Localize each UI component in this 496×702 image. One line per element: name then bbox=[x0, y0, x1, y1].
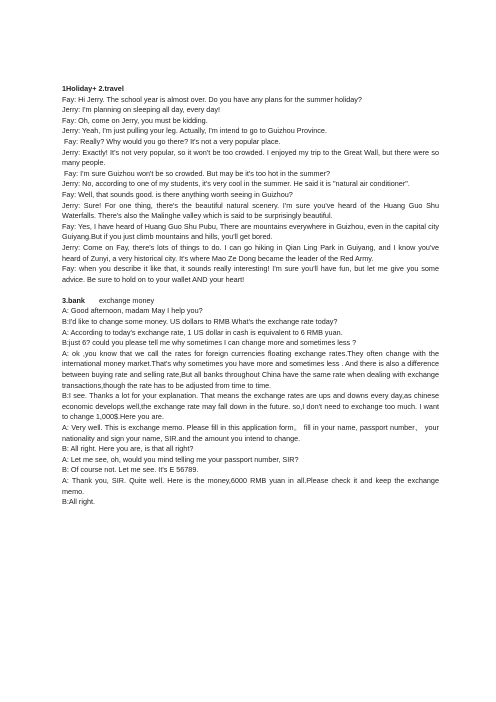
dialogue-line: B:All right. bbox=[62, 497, 96, 507]
dialogue-line: Fay: I'm sure Guizhou won't be so crowded. But may be it's too hot in the summer? bbox=[64, 168, 331, 178]
section-gap bbox=[62, 285, 439, 296]
dialogue-line: Jerry: Sure! For one thing, there's the beautiful natural scenery. I'm sure you've heard of the Huang Guo Shu Waterfalls. There's also the Malinghe valley which is said to be surprisingly beautiful. bbox=[62, 200, 439, 221]
dialogue-line: A: Good afternoon, madam May I help you? bbox=[62, 306, 203, 316]
dialogue-line: A: ok ,you know that we call the rates for foreign currencies floating exchange rates.They often change with the international money market.That's why sometimes you have more and sometimes less . And there is also a difference between buying rate and selling rate,But all banks throughout China have the same rate when dealing with exchange transactions,though the rate has to be adjusted from time to time. bbox=[62, 348, 439, 390]
dialogue-line: Fay: Really? Why would you go there? It's not a very popular place. bbox=[64, 136, 281, 146]
dialogue-line: A: Very well. This is exchange memo. Please fill in this application form。 fill in your name, passport number、 your nationality and sign your name, SIR.and the amount you intend to change. bbox=[62, 423, 439, 443]
section-subheading: exchange money bbox=[98, 295, 155, 305]
section-heading-title: 3.bank bbox=[62, 295, 85, 305]
dialogue-line: B:I see. Thanks a lot for your explanation. That means the exchange rates are ups and downs every day,as chinese economic develops well,the exchange rate may fall down in the future. so,I don't need to exchange too much. I want to change 1,000$.Here you are. bbox=[62, 391, 439, 422]
dialogue-line: B:I'd like to change some money. US dollars to RMB What's the exchange rate today? bbox=[62, 317, 338, 327]
dialogue-line: B: All right. Here you are, is that all right? bbox=[62, 444, 194, 454]
dialogue-line: Fay: when you describe it like that, it sounds really interesting! I'm sure you'll have fun, but let me give you some advice. Be sure to hold on to your wallet AND your heart! bbox=[62, 264, 439, 284]
dialogue-line: Fay: Well, that sounds good. is there anything worth seeing in Guizhou? bbox=[62, 189, 293, 199]
dialogue-line: Fay: Hi Jerry. The school year is almost over. Do you have any plans for the summer holiday? bbox=[62, 94, 362, 104]
section-heading: 1Holiday+ 2.travel bbox=[62, 84, 124, 93]
dialogue-line: Jerry: Come on Fay, there's lots of things to do. I can go hiking in Qian Ling Park in Guiyang, and I know you've heard of Zunyi, a very historical city. It's where Mao Ze Dong became the leader of the Red Army. bbox=[62, 242, 439, 263]
dialogue-line: Fay: Oh, come on Jerry, you must be kidding. bbox=[62, 115, 208, 125]
section-holiday-travel bbox=[62, 84, 439, 285]
dialogue-line: Jerry: Exactly! It's not very popular, so it won't be too crowded. I enjoyed my trip to the Great Wall, but there were so many people. bbox=[62, 147, 439, 168]
dialogue-line: Jerry: No, according to one of my students, it's very cool in the summer. He said it is "natural air conditioner". bbox=[62, 179, 410, 189]
section-heading bbox=[62, 296, 439, 307]
dialogue-line: A: Thank you, SIR. Quite well. Here is the money,6000 RMB yuan in all.Please check it and keep the exchange memo. bbox=[62, 475, 439, 496]
section-bank bbox=[62, 296, 439, 508]
dialogue-line: A: According to today's exchange rate, 1 US dollar in cash is equivalent to 6 RMB yuan. bbox=[62, 327, 343, 337]
dialogue-line: A: Let me see, oh, would you mind telling me your passport number, SIR? bbox=[62, 454, 299, 464]
dialogue-line: Fay: Yes, I have heard of Huang Guo Shu Pubu, There are mountains everywhere in Guizhou, even in the capital city Guiyang.But if you just climb mountains and hills, you'll get bored. bbox=[62, 221, 439, 242]
dialogue-line: B:just 6? could you please tell me why sometimes I can change more and sometimes less ? bbox=[62, 338, 357, 348]
dialogue-line: B: Of course not. Let me see. It's E 56789. bbox=[62, 465, 199, 475]
dialogue-line: Jerry: I'm planning on sleeping all day, every day! bbox=[62, 105, 221, 115]
dialogue-line: Jerry: Yeah, I'm just pulling your leg. Actually, I'm intend to go to Guizhou Province. bbox=[62, 126, 327, 136]
